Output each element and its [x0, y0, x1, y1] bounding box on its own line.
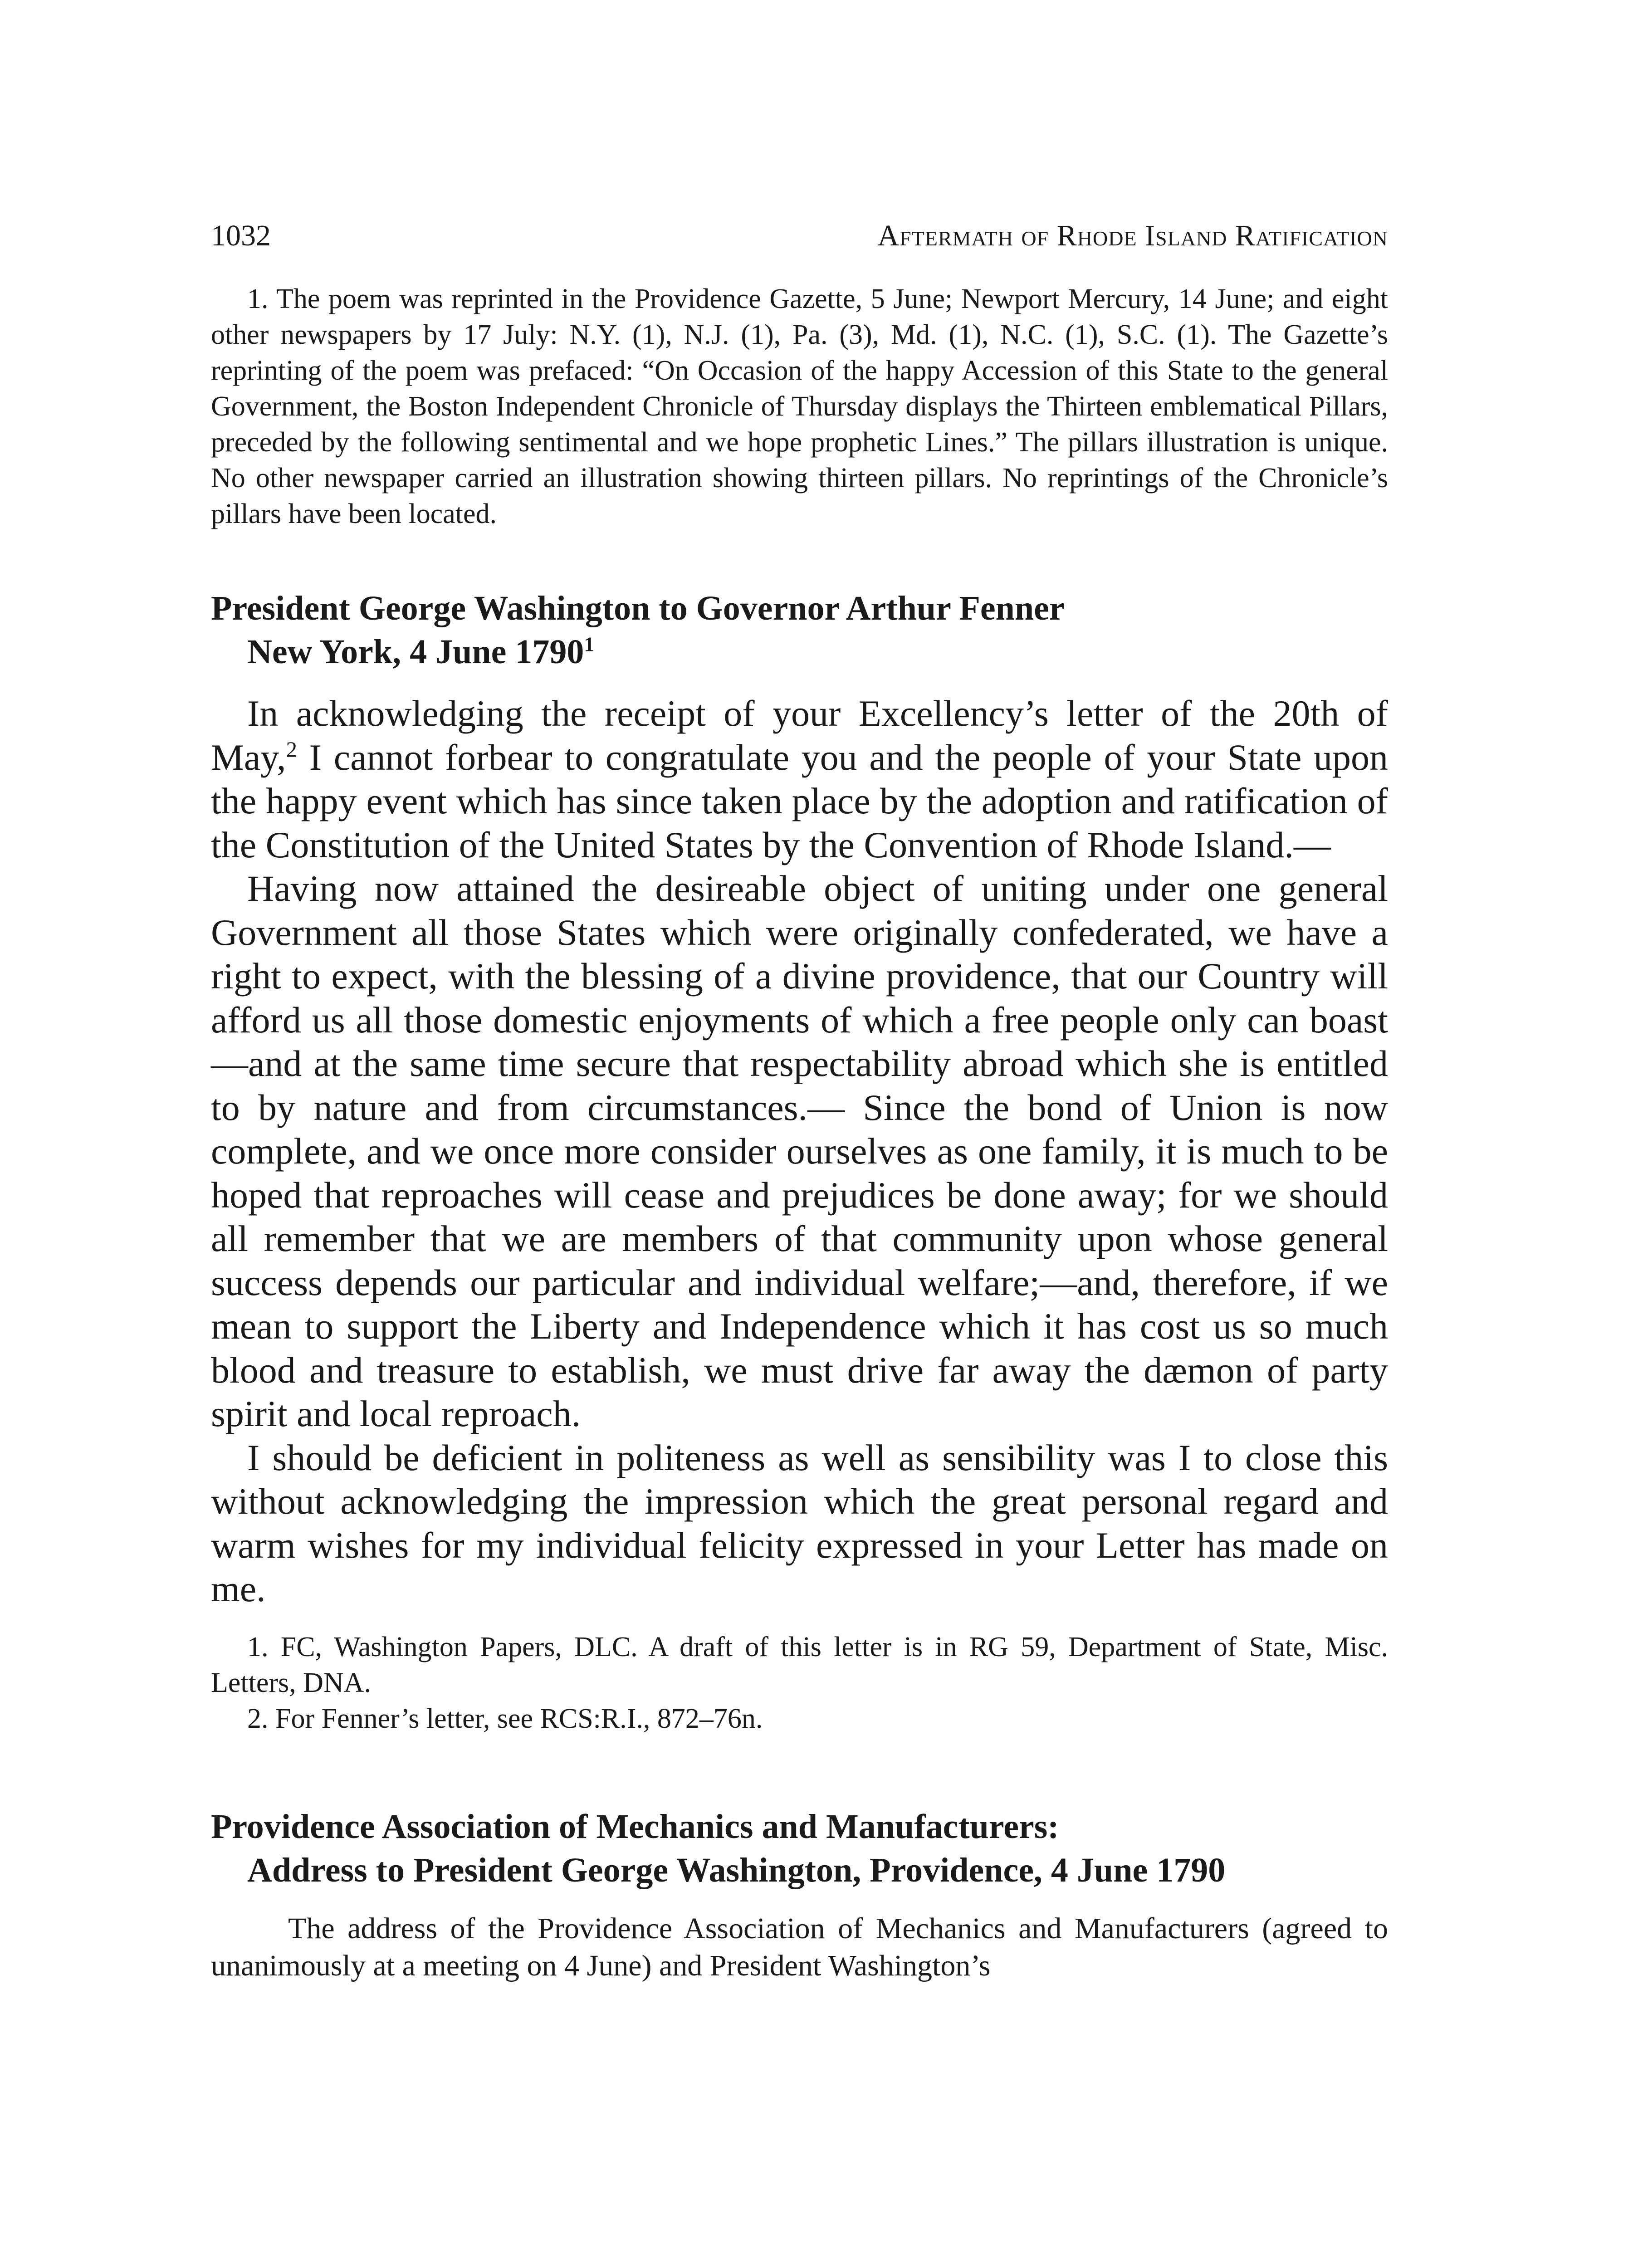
- mechanics-address-subtitle: Address to President George Washington, Providence, 4 June 1790: [247, 1851, 1226, 1889]
- washington-letter-dateline: [211, 630, 1388, 674]
- letter-paragraph-1: [211, 692, 1388, 867]
- mechanics-address-intro: The address of the Providence Association of Mechanics and Manufacturers (agreed to unanimously at a meeting on 4 June) and President Washington’s: [211, 1911, 1388, 1982]
- footnote-2: 2. For Fenner’s letter, see RCS:R.I., 872–76n.: [247, 1703, 763, 1734]
- document-page: [211, 218, 1388, 1984]
- dateline-text: New York, 4 June 1790: [247, 633, 584, 671]
- footnote-ref: 1: [584, 632, 595, 656]
- poem-footnote: [211, 281, 1388, 532]
- running-head: [211, 218, 1388, 254]
- mechanics-address-heading: [211, 1805, 1388, 1892]
- letter-paragraph-3: I should be deficient in politeness as well as sensibility was I to close this without acknowledging the impression which the great personal regard and warm wishes for my individual felicity expressed in your Letter has made on me.: [211, 1437, 1388, 1609]
- running-title: Aftermath of Rhode Island Ratification: [877, 219, 1388, 252]
- footnote-ref: 2: [286, 737, 298, 762]
- washington-letter-footnotes: [211, 1629, 1388, 1737]
- poem-footnote-text: 1. The poem was reprinted in the Providence Gazette, 5 June; Newport Mercury, 14 June; and eight other newspapers by 17 July: N.Y. (1), N.J. (1), Pa. (3), Md. (1), N.C. (1), S.C. (1). The Gazette’s reprinting of the poem was prefaced: “On Occasion of the happy Accession of this State to the general Government, the Boston Independent Chronicle of Thursday displays the Thirteen emblematical Pillars, preceded by the following sentimental and we hope prophetic Lines.” The pillars illustration is unique. No other newspaper carried an illustration showing thirteen pillars. No reprintings of the Chronicle’s pillars have been located.: [211, 284, 1388, 529]
- washington-letter-title: President George Washington to Governor Arthur Fenner: [211, 589, 1065, 627]
- para1-text-b: I cannot forbear to congratulate you and the people of your State upon the happy event which has since taken place by the adoption and ratification of the Constitution of the United States by the Convention of Rhode Island.—: [211, 736, 1388, 865]
- washington-letter-heading: [211, 587, 1388, 674]
- para1-text-a: In acknowledging the receipt of your Excellency’s letter of the 20th of May,: [211, 693, 1388, 778]
- poem-footnote-block: [211, 281, 1388, 532]
- mechanics-address-title: Providence Association of Mechanics and Manufacturers:: [211, 1807, 1059, 1846]
- letter-paragraph-2: Having now attained the desireable object of uniting under one general Government all those States which were originally confederated, we have a right to expect, with the blessing of a divine providence, that our Country will afford us all those domestic enjoyments of which a free people only can boast—and at the same time secure that respectability abroad which she is entitled to by nature and from circumstances.— Since the bond of Union is now complete, and we once more consider ourselves as one family, it is much to be hoped that reproaches will cease and prejudices be done away; for we should all remember that we are members of that community upon whose general success depends our particular and individual welfare;—and, therefore, if we mean to support the Liberty and Independence which it has cost us so much blood and treasure to establish, we must drive far away the dæmon of party spirit and local reproach.: [211, 868, 1388, 1434]
- page-number: 1032: [211, 219, 271, 252]
- washington-letter-body: [211, 692, 1388, 1611]
- footnote-1: 1. FC, Washington Papers, DLC. A draft of this letter is in RG 59, Department of State, Misc. Letters, DNA.: [211, 1631, 1388, 1698]
